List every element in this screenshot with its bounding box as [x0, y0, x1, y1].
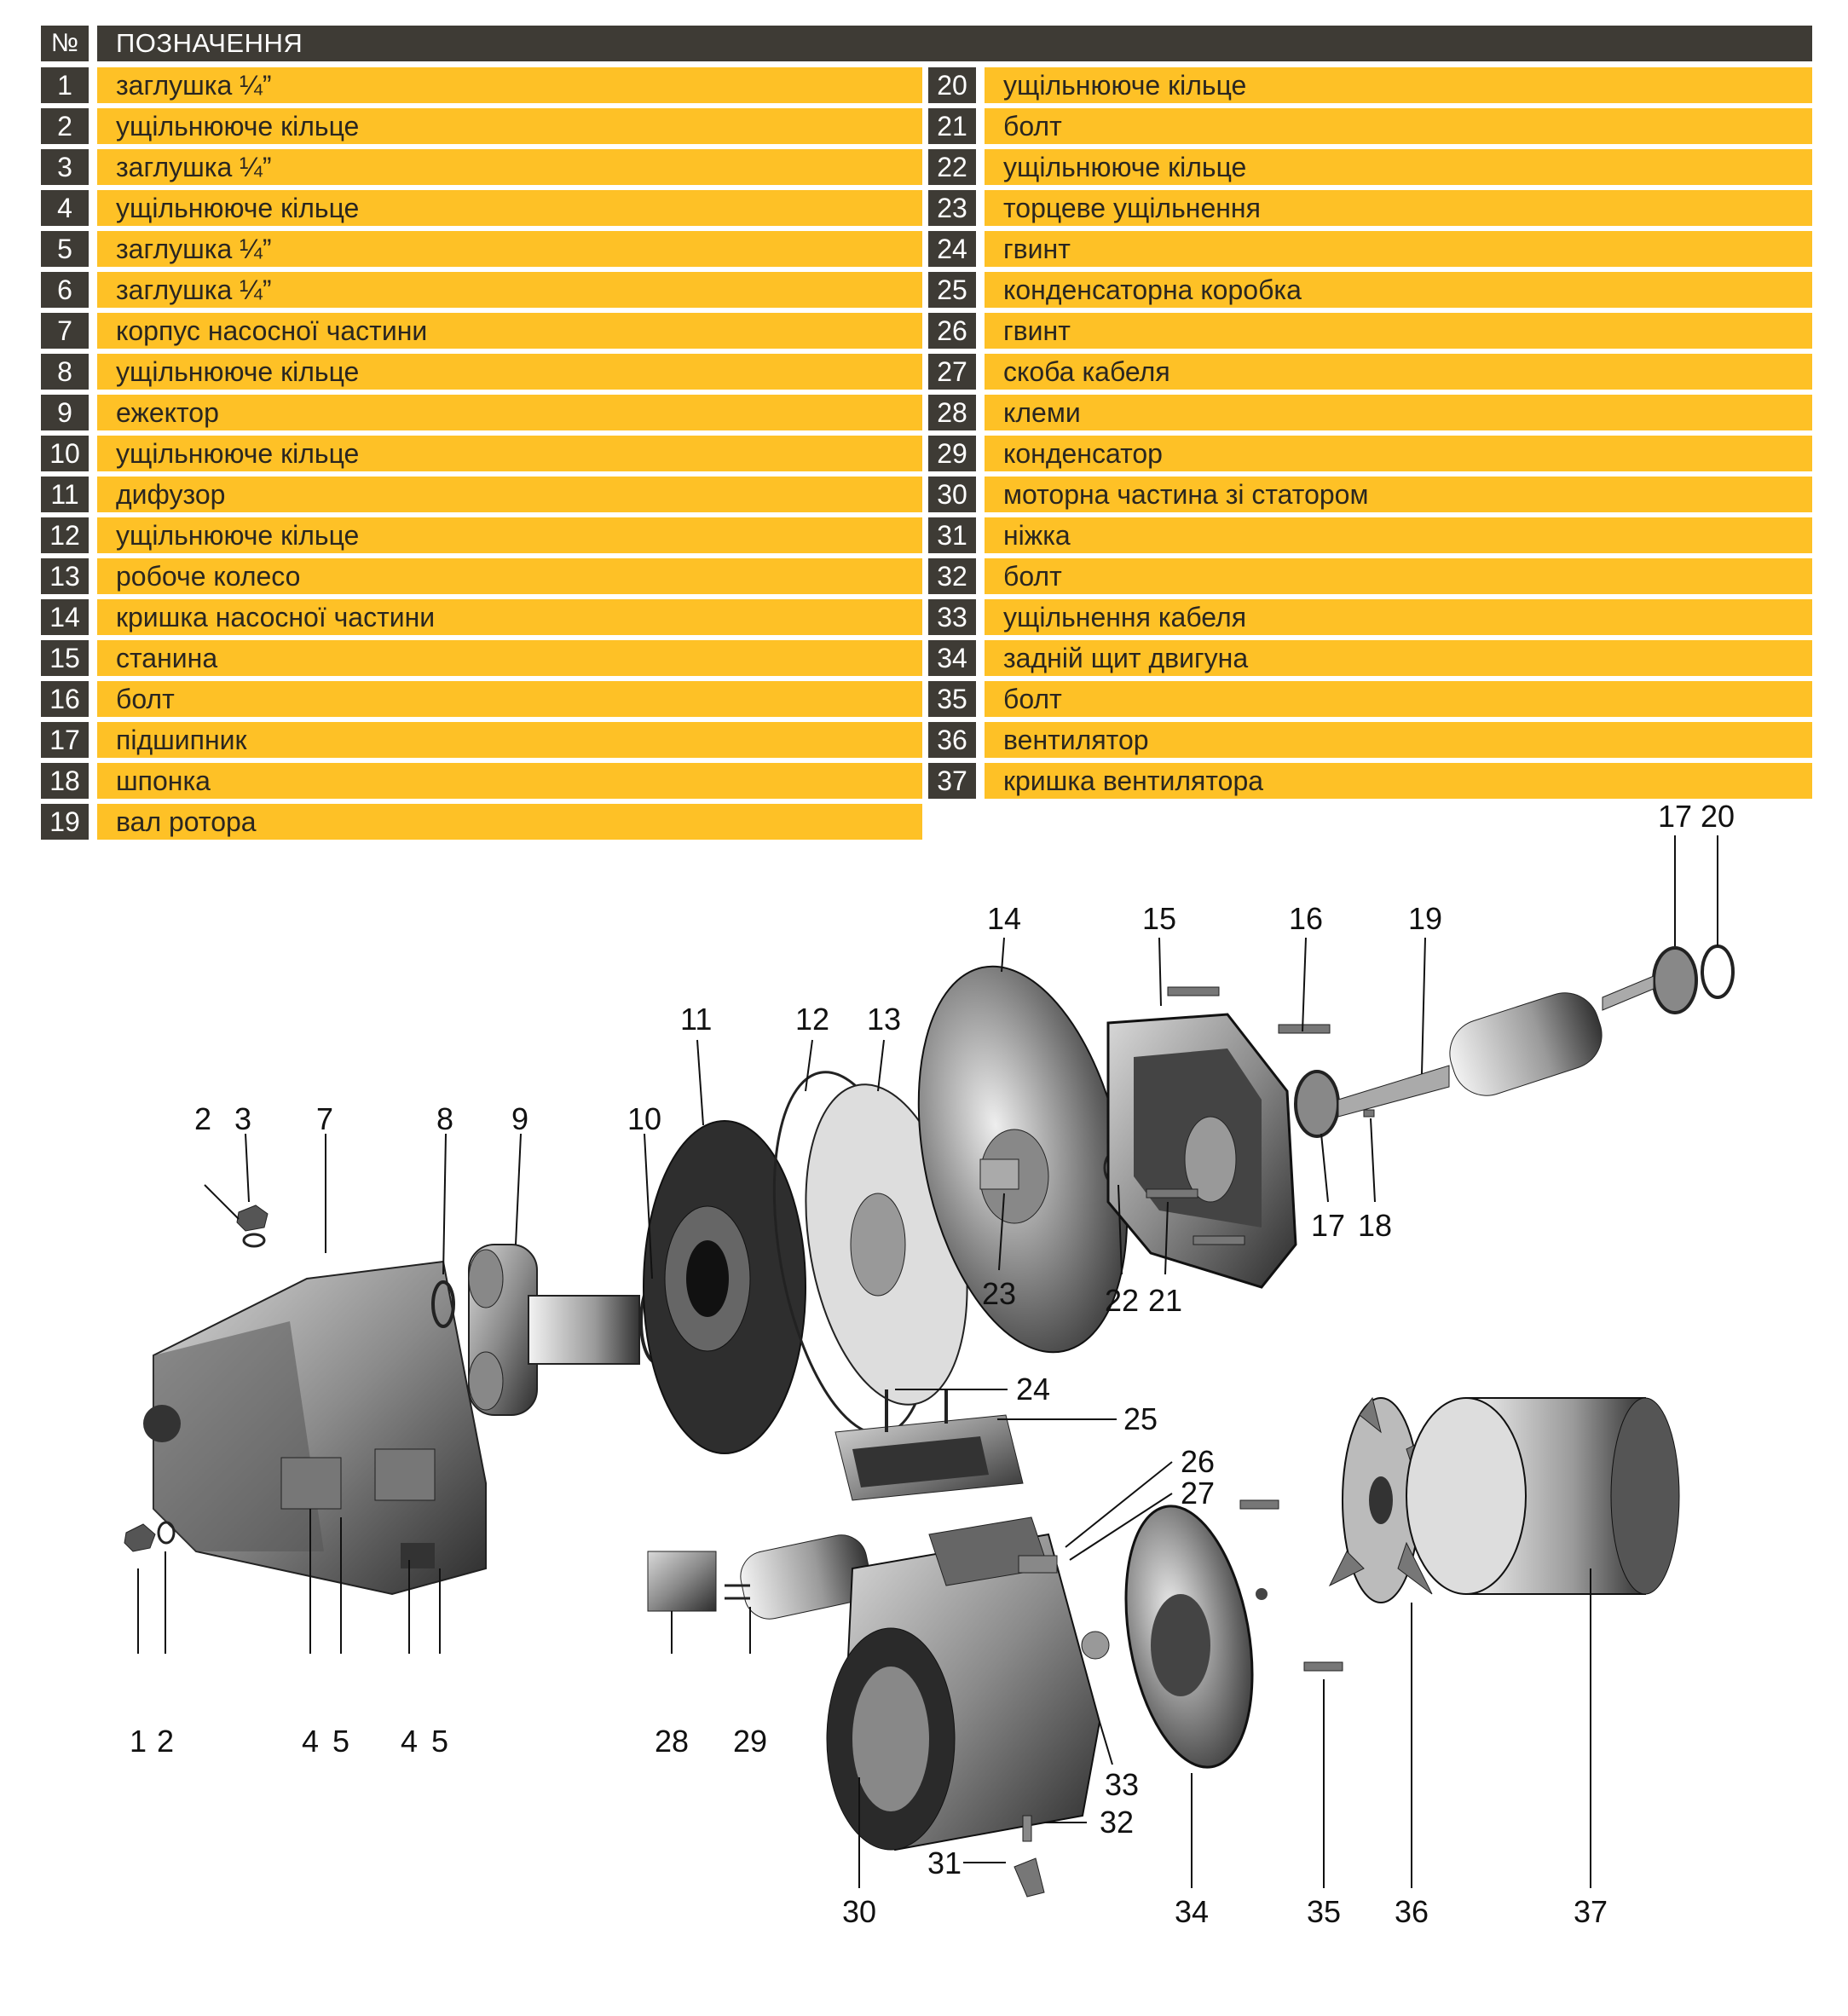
legend-row — [41, 313, 922, 349]
legend-number: 33 — [928, 599, 976, 635]
callout-1: 1 — [130, 1724, 147, 1759]
callout-13: 13 — [867, 1002, 902, 1037]
legend-number: 16 — [41, 681, 89, 717]
legend-label: гвинт — [985, 313, 1812, 349]
legend-row — [41, 477, 922, 512]
legend-number: 21 — [928, 108, 976, 144]
legend-row — [928, 149, 1812, 185]
legend-number: 3 — [41, 149, 89, 185]
legend-label: заглушка ¼” — [97, 67, 922, 103]
legend-row — [928, 558, 1812, 594]
callout-19: 19 — [1408, 901, 1443, 936]
legend-row — [928, 436, 1812, 471]
legend-number: 35 — [928, 681, 976, 717]
legend-label: ущільнююче кільце — [97, 108, 922, 144]
legend-label: гвинт — [985, 231, 1812, 267]
callout-37: 37 — [1574, 1894, 1608, 1929]
callout-4: 4 — [401, 1724, 419, 1759]
legend-label: ущільнююче кільце — [985, 149, 1812, 185]
legend-number: 18 — [41, 763, 89, 799]
legend-row — [41, 763, 922, 799]
o-ring-part — [1702, 946, 1733, 997]
legend-row — [928, 517, 1812, 553]
legend-label: шпонка — [97, 763, 922, 799]
legend-label: болт — [97, 681, 922, 717]
callout-25: 25 — [1123, 1401, 1158, 1436]
legend-number: 29 — [928, 436, 976, 471]
callout-21: 21 — [1148, 1283, 1183, 1318]
legend-label: болт — [985, 681, 1812, 717]
legend-row — [928, 108, 1812, 144]
motor-body-part — [827, 1517, 1109, 1850]
callout-22: 22 — [1105, 1283, 1140, 1318]
legend-label: ущільнення кабеля — [985, 599, 1812, 635]
legend-label: моторна частина зі статором — [985, 477, 1812, 512]
callout-7: 7 — [316, 1101, 334, 1136]
capacitor-box-part — [835, 1389, 1023, 1500]
legend-label: ущільнююче кільце — [97, 436, 922, 471]
legend-label: конденсатор — [985, 436, 1812, 471]
legend-label: вентилятор — [985, 722, 1812, 758]
legend-label: вал ротора — [97, 804, 922, 840]
legend-row — [41, 599, 922, 635]
callout-10: 10 — [627, 1101, 662, 1136]
callout-2: 2 — [194, 1101, 212, 1136]
legend-number: 17 — [41, 722, 89, 758]
legend-label: ущільнююче кільце — [97, 517, 922, 553]
callout-5: 5 — [431, 1724, 449, 1759]
legend-row — [41, 436, 922, 471]
diffuser-part — [644, 1121, 806, 1453]
legend-number: 32 — [928, 558, 976, 594]
legend-label: кришка вентилятора — [985, 763, 1812, 799]
legend-number: 31 — [928, 517, 976, 553]
callout-17: 17 — [1658, 801, 1693, 834]
legend-row — [41, 272, 922, 308]
legend-number: 10 — [41, 436, 89, 471]
legend-row — [928, 681, 1812, 717]
legend-column-left — [41, 67, 922, 845]
legend-number: 5 — [41, 231, 89, 267]
legend-label: задній щит двигуна — [985, 640, 1812, 676]
callout-16: 16 — [1289, 901, 1324, 936]
legend-row — [41, 354, 922, 390]
fan-cover-part — [1406, 1398, 1679, 1594]
callout-30: 30 — [842, 1894, 877, 1929]
header-title-cell: ПОЗНАЧЕННЯ — [97, 26, 1812, 61]
bearing-part — [1654, 948, 1696, 1013]
callout-23: 23 — [982, 1276, 1017, 1311]
legend-number: 34 — [928, 640, 976, 676]
legend-row — [928, 354, 1812, 390]
legend-row — [928, 599, 1812, 635]
legend-row — [928, 231, 1812, 267]
legend-row — [928, 477, 1812, 512]
legend-label: заглушка ¼” — [97, 272, 922, 308]
callout-9: 9 — [511, 1101, 529, 1136]
legend-label: дифузор — [97, 477, 922, 512]
legend-number: 12 — [41, 517, 89, 553]
legend-row — [41, 190, 922, 226]
legend-number: 6 — [41, 272, 89, 308]
legend-label: підшипник — [97, 722, 922, 758]
legend-row — [41, 681, 922, 717]
legend-row — [41, 149, 922, 185]
callout-15: 15 — [1142, 901, 1177, 936]
callout-28: 28 — [655, 1724, 690, 1759]
callout-2: 2 — [157, 1724, 175, 1759]
legend-number: 22 — [928, 149, 976, 185]
legend-label: ніжка — [985, 517, 1812, 553]
terminal-part — [648, 1551, 716, 1611]
legend-number: 25 — [928, 272, 976, 308]
legend-label: торцеве ущільнення — [985, 190, 1812, 226]
legend-label: кришка насосної частини — [97, 599, 922, 635]
legend-number: 8 — [41, 354, 89, 390]
callout-34: 34 — [1175, 1894, 1210, 1929]
legend-number: 11 — [41, 477, 89, 512]
legend-label: заглушка ¼” — [97, 231, 922, 267]
legend-row — [928, 67, 1812, 103]
callout-8: 8 — [436, 1101, 454, 1136]
legend-row — [41, 108, 922, 144]
legend-label: ущільнююче кільце — [97, 354, 922, 390]
legend-number: 7 — [41, 313, 89, 349]
callout-20: 20 — [1701, 801, 1735, 834]
legend-label: ущільнююче кільце — [985, 67, 1812, 103]
legend-label: болт — [985, 108, 1812, 144]
legend-number: 27 — [928, 354, 976, 390]
legend-label: робоче колесо — [97, 558, 922, 594]
legend-row — [41, 231, 922, 267]
callout-26: 26 — [1181, 1444, 1216, 1479]
exploded-pump-diagram — [0, 801, 1848, 2003]
legend-row — [928, 190, 1812, 226]
legend-label: клеми — [985, 395, 1812, 430]
legend-label: станина — [97, 640, 922, 676]
key-part — [1364, 1110, 1374, 1117]
legend-number: 30 — [928, 477, 976, 512]
callout-11: 11 — [680, 1002, 713, 1037]
legend-label: заглушка ¼” — [97, 149, 922, 185]
callout-33: 33 — [1105, 1767, 1140, 1802]
callout-27: 27 — [1181, 1476, 1216, 1511]
legend-number: 15 — [41, 640, 89, 676]
legend-row — [928, 640, 1812, 676]
legend-number: 26 — [928, 313, 976, 349]
legend-number: 24 — [928, 231, 976, 267]
legend-number: 19 — [41, 804, 89, 840]
legend-number: 14 — [41, 599, 89, 635]
legend-row — [928, 272, 1812, 308]
legend-column-right — [928, 67, 1812, 804]
legend-label: скоба кабеля — [985, 354, 1812, 390]
bearing-part — [1296, 1072, 1338, 1136]
legend-number: 1 — [41, 67, 89, 103]
callout-17: 17 — [1311, 1208, 1346, 1243]
callout-18: 18 — [1358, 1208, 1393, 1243]
legend-number: 2 — [41, 108, 89, 144]
legend-row — [928, 722, 1812, 758]
callout-12: 12 — [795, 1002, 830, 1037]
callout-14: 14 — [987, 901, 1022, 936]
legend-row — [41, 67, 922, 103]
callout-35: 35 — [1307, 1894, 1342, 1929]
callout-31: 31 — [927, 1846, 962, 1880]
legend-number: 9 — [41, 395, 89, 430]
legend-row — [41, 517, 922, 553]
legend-row — [41, 558, 922, 594]
legend-row — [928, 763, 1812, 799]
rotor-shaft-part — [1338, 976, 1654, 1117]
legend-row — [41, 395, 922, 430]
legend-number: 4 — [41, 190, 89, 226]
legend-label: ущільнююче кільце — [97, 190, 922, 226]
ejector-part — [469, 1245, 639, 1415]
legend-label: корпус насосної частини — [97, 313, 922, 349]
legend-label: конденсаторна коробка — [985, 272, 1812, 308]
end-shield-part — [1107, 1496, 1271, 1777]
callout-36: 36 — [1395, 1894, 1429, 1929]
callout-24: 24 — [1016, 1372, 1051, 1407]
legend-row — [928, 313, 1812, 349]
legend-label: болт — [985, 558, 1812, 594]
legend-label: ежектор — [97, 395, 922, 430]
callout-4: 4 — [302, 1724, 320, 1759]
callout-32: 32 — [1100, 1805, 1135, 1840]
legend-row — [41, 722, 922, 758]
frame-part — [1108, 1014, 1296, 1287]
legend-row — [41, 640, 922, 676]
legend-number: 36 — [928, 722, 976, 758]
legend-row — [928, 395, 1812, 430]
legend-number: 23 — [928, 190, 976, 226]
callout-29: 29 — [733, 1724, 768, 1759]
legend-number: 20 — [928, 67, 976, 103]
legend-header — [41, 26, 1812, 61]
callout-3: 3 — [234, 1101, 252, 1136]
legend-number: 28 — [928, 395, 976, 430]
header-number-cell: № — [41, 26, 89, 61]
callout-5: 5 — [332, 1724, 350, 1759]
legend-number: 13 — [41, 558, 89, 594]
legend-number: 37 — [928, 763, 976, 799]
